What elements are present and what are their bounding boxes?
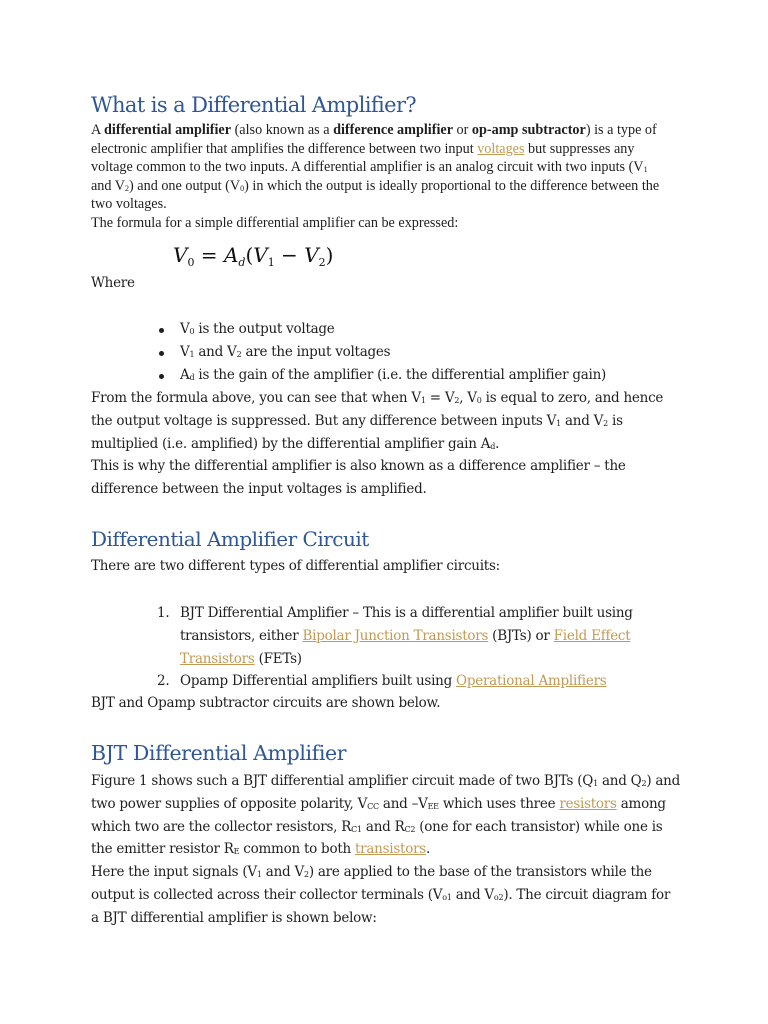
text: or [453, 122, 472, 138]
subscript: d [490, 441, 496, 451]
subscript: C2 [404, 824, 416, 834]
bold-term: differential amplifier [104, 122, 232, 138]
list-item [157, 341, 606, 364]
text: V [180, 344, 190, 360]
text: and V [560, 412, 604, 429]
types-intro: There are two different types of differential amplifier circuits: [91, 558, 500, 574]
text: ) is a type of electronic amplifier that amplifies the difference between two input [91, 122, 657, 157]
formula-subscript: 0 [187, 256, 195, 269]
formula-token: = [194, 243, 224, 267]
text: is multiplied (i.e. amplified) by the differential amplifier gain A [91, 412, 623, 452]
subscript: 0 [189, 327, 195, 336]
where-label: Where [91, 275, 135, 291]
subscript: 2 [236, 350, 242, 359]
subscript: 1 [420, 396, 426, 405]
bold-term: difference amplifier [333, 122, 453, 138]
text: but suppresses any voltage common to the two inputs. A differential amplifier is an analog circuit with two inputs (V [91, 140, 644, 176]
subscript: CC [367, 801, 379, 811]
formula-token: ( [245, 243, 254, 267]
formula-token: A [223, 243, 239, 267]
transistors-link[interactable]: transistors [355, 841, 426, 858]
voltages-link[interactable]: voltages [477, 140, 525, 157]
text: , V [459, 390, 477, 406]
list-number: 1. [157, 605, 170, 621]
text: This is why the differential amplifier is also known as a difference amplifier – the difference between the input voltages is amplified. [91, 458, 626, 498]
subscript: 2 [603, 418, 609, 428]
subscript: 1 [256, 870, 262, 880]
text: BJT Differential Amplifier – This is a differential amplifier built using transistors, either [180, 605, 633, 644]
subscript: d [189, 373, 195, 382]
subscript: 1 [593, 779, 598, 788]
subscript: o1 [442, 892, 452, 902]
text: is the output voltage [194, 321, 335, 337]
bjt-link[interactable]: Bipolar Junction Transistors [302, 627, 489, 644]
heading-bjt-differential-amplifier: BJT Differential Amplifier [91, 741, 347, 765]
circuit-types-list [157, 602, 677, 693]
text: Figure 1 shows such a BJT differential amplifier circuit made of two BJTs (Q [91, 773, 594, 789]
formula-token: V [173, 243, 188, 267]
text: . [495, 435, 500, 452]
text: = V [425, 390, 455, 406]
formula-token: V [253, 243, 268, 267]
text: ) and one output (V [129, 177, 241, 194]
formula-token: − [274, 243, 305, 267]
variable-list [157, 318, 606, 387]
subscript: 1 [643, 165, 648, 175]
text: From the formula above, you can see that when V [91, 390, 421, 406]
circuits-shown-text: BJT and Opamp subtractor circuits are shown below. [91, 695, 441, 711]
list-item [157, 670, 677, 693]
text: ) are applied to the base of the transistors while the output is collected across their collector terminals (V [91, 864, 652, 903]
subscript: EE [427, 801, 439, 811]
text: is equal to zero, and hence the output voltage is suppressed. But any difference between inputs V [91, 390, 664, 429]
subscript: C1 [351, 824, 362, 834]
list-item [157, 318, 606, 341]
intro-paragraph [91, 121, 671, 233]
differential-amplifier-formula [173, 243, 333, 267]
formula-subscript: d [238, 256, 246, 269]
text: A [91, 122, 105, 138]
text: are the input voltages [241, 344, 391, 360]
text: and V [451, 886, 494, 903]
subscript: 0 [476, 396, 482, 405]
text: is the gain of the amplifier (i.e. the differential amplifier gain) [194, 367, 607, 383]
fet-link[interactable]: Field Effect Transistors [180, 627, 631, 667]
formula-intro-text: The formula for a simple differential amplifier can be expressed: [91, 214, 459, 231]
text: and V [261, 864, 304, 881]
text: and V [194, 344, 237, 360]
bjt-description-paragraph [91, 770, 681, 930]
subscript: 2 [641, 779, 647, 788]
text: and Q [597, 773, 642, 789]
list-number: 2. [157, 673, 170, 690]
text: among which two are the collector resistors, R [91, 795, 666, 835]
text: V [180, 321, 190, 337]
text: . [425, 841, 431, 858]
text: and R [361, 818, 405, 835]
text: ). The circuit diagram for a BJT differential amplifier is shown below: [91, 886, 671, 926]
text: A [180, 367, 190, 383]
text: and V [91, 177, 126, 194]
text: (BJTs) or [488, 627, 554, 644]
operational-amplifiers-link[interactable]: Operational Amplifiers [456, 673, 607, 690]
resistors-link[interactable]: resistors [559, 795, 617, 812]
subscript: 2 [454, 396, 460, 405]
bold-term: op-amp subtractor [471, 122, 586, 138]
subscript: 2 [303, 870, 309, 880]
formula-explanation-paragraph [91, 387, 681, 501]
text: common to both [239, 841, 355, 858]
text: ) in which the output is ideally proportional to the difference between the two voltages. [91, 177, 660, 213]
list-item [157, 364, 606, 387]
formula-token: V [304, 243, 319, 267]
text: and –V [378, 795, 428, 812]
formula-subscript: 2 [318, 256, 326, 269]
text: (also known as a [231, 122, 334, 138]
subscript: 2 [125, 183, 130, 193]
list-item [157, 602, 677, 670]
text: (FETs) [254, 650, 302, 667]
subscript: 1 [189, 350, 195, 359]
heading-differential-amplifier-circuit: Differential Amplifier Circuit [91, 527, 369, 551]
subscript: 1 [556, 418, 561, 428]
subscript: 0 [240, 183, 245, 193]
heading-what-is-differential-amplifier: What is a Differential Amplifier? [91, 93, 417, 117]
text: (one for each transistor) while one is the emitter resistor R [91, 818, 663, 858]
formula-token: ) [325, 243, 334, 267]
subscript: E [233, 847, 240, 857]
text: which uses three [438, 795, 560, 812]
formula-subscript: 1 [267, 256, 275, 269]
subscript: o2 [493, 892, 504, 902]
text: Here the input signals (V [91, 864, 257, 881]
text: ) and two power supplies of opposite polarity, V [91, 773, 681, 812]
text: Opamp Differential amplifiers built using [180, 673, 457, 690]
